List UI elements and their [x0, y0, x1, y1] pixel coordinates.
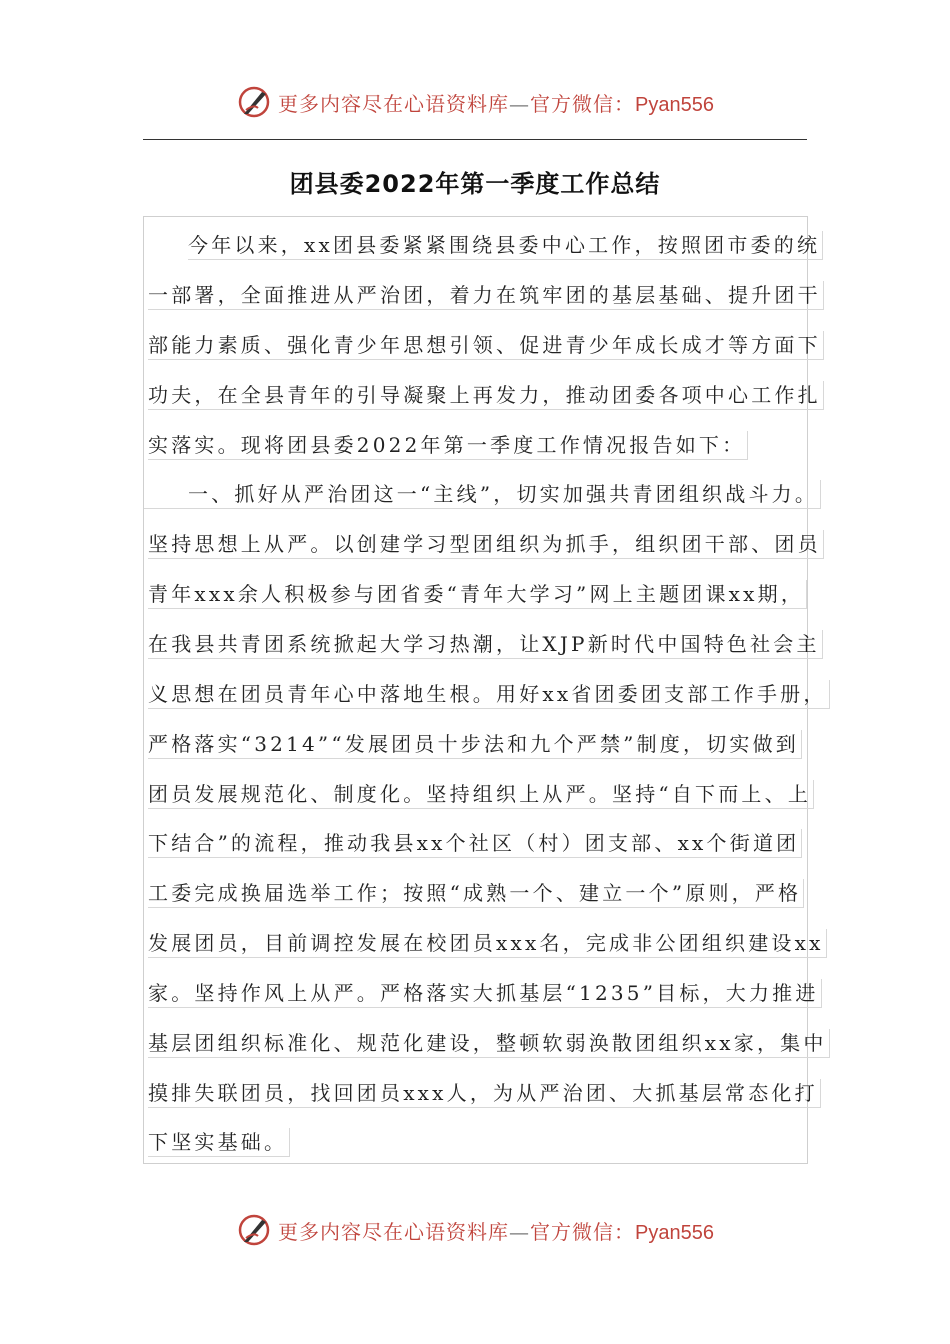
text-line: 在我县共青团系统掀起大学习热潮，让XJP新时代中国特色社会主	[148, 630, 823, 659]
text-line: 一部署，全面推进从严治团，着力在筑牢团的基层基础、提升团干	[148, 281, 824, 310]
banner-text	[278, 88, 714, 117]
text-line: 发展团员，目前调控发展在校团员xxx名，完成非公团组织建设xx	[148, 929, 827, 958]
header-banner	[0, 82, 950, 122]
banner-separator: —	[509, 91, 531, 116]
text-line: 部能力素质、强化青少年思想引领、促进青少年成长成才等方面下	[148, 331, 824, 360]
text-line: 青年xxx余人积极参与团省委“青年大学习”网上主题团课xx期，	[148, 580, 807, 609]
banner-wechat-id: Pyan556	[635, 93, 714, 116]
header-divider	[143, 139, 807, 140]
banner-text	[278, 1216, 714, 1245]
footer-banner	[0, 1210, 950, 1250]
banner-wechat-label: 官方微信：	[530, 1219, 636, 1244]
quill-logo-icon	[236, 1212, 272, 1248]
banner-separator: —	[509, 1219, 531, 1244]
text-line: 家。坚持作风上从严。严格落实大抓基层“1235”目标，大力推进	[148, 979, 822, 1008]
text-line: 下结合”的流程，推动我县xx个社区（村）团支部、xx个街道团	[148, 829, 802, 858]
document-title: 团县委2022年第一季度工作总结	[289, 170, 661, 198]
text-line: 下坚实基础。	[148, 1128, 290, 1157]
text-line: 团员发展规范化、制度化。坚持组织上从严。坚持“自下而上、上	[148, 780, 814, 809]
quill-logo-icon	[236, 84, 272, 120]
banner-wechat-label: 官方微信：	[530, 91, 636, 116]
text-line: 严格落实“3214”“发展团员十步法和九个严禁”制度，切实做到	[148, 730, 802, 759]
text-line: 坚持思想上从严。以创建学习型团组织为抓手，组织团干部、团员	[148, 530, 824, 559]
text-line: 实落实。现将团县委2022年第一季度工作情况报告如下：	[148, 431, 748, 460]
text-line: 基层团组织标准化、规范化建设，整顿软弱涣散团组织xx家，集中	[148, 1029, 830, 1058]
text-line: 工委完成换届选举工作；按照“成熟一个、建立一个”原则，严格	[148, 879, 804, 908]
text-line: 功夫，在全县青年的引导凝聚上再发力，推动团委各项中心工作扎	[148, 381, 824, 410]
banner-library-text: 更多内容尽在心语资料库	[278, 91, 510, 116]
text-line: 义思想在团员青年心中落地生根。用好xx省团委团支部工作手册，	[148, 680, 830, 709]
text-line: 今年以来，xx团县委紧紧围绕县委中心工作，按照团市委的统	[188, 231, 823, 260]
text-line: 摸排失联团员，找回团员xxx人，为从严治团、大抓基层常态化打	[148, 1079, 821, 1108]
banner-library-text: 更多内容尽在心语资料库	[278, 1219, 510, 1244]
banner-wechat-id: Pyan556	[635, 1221, 714, 1244]
text-line: 一、抓好从严治团这一“主线”，切实加强共青团组织战斗力。	[144, 480, 821, 509]
document-body	[143, 216, 827, 1164]
